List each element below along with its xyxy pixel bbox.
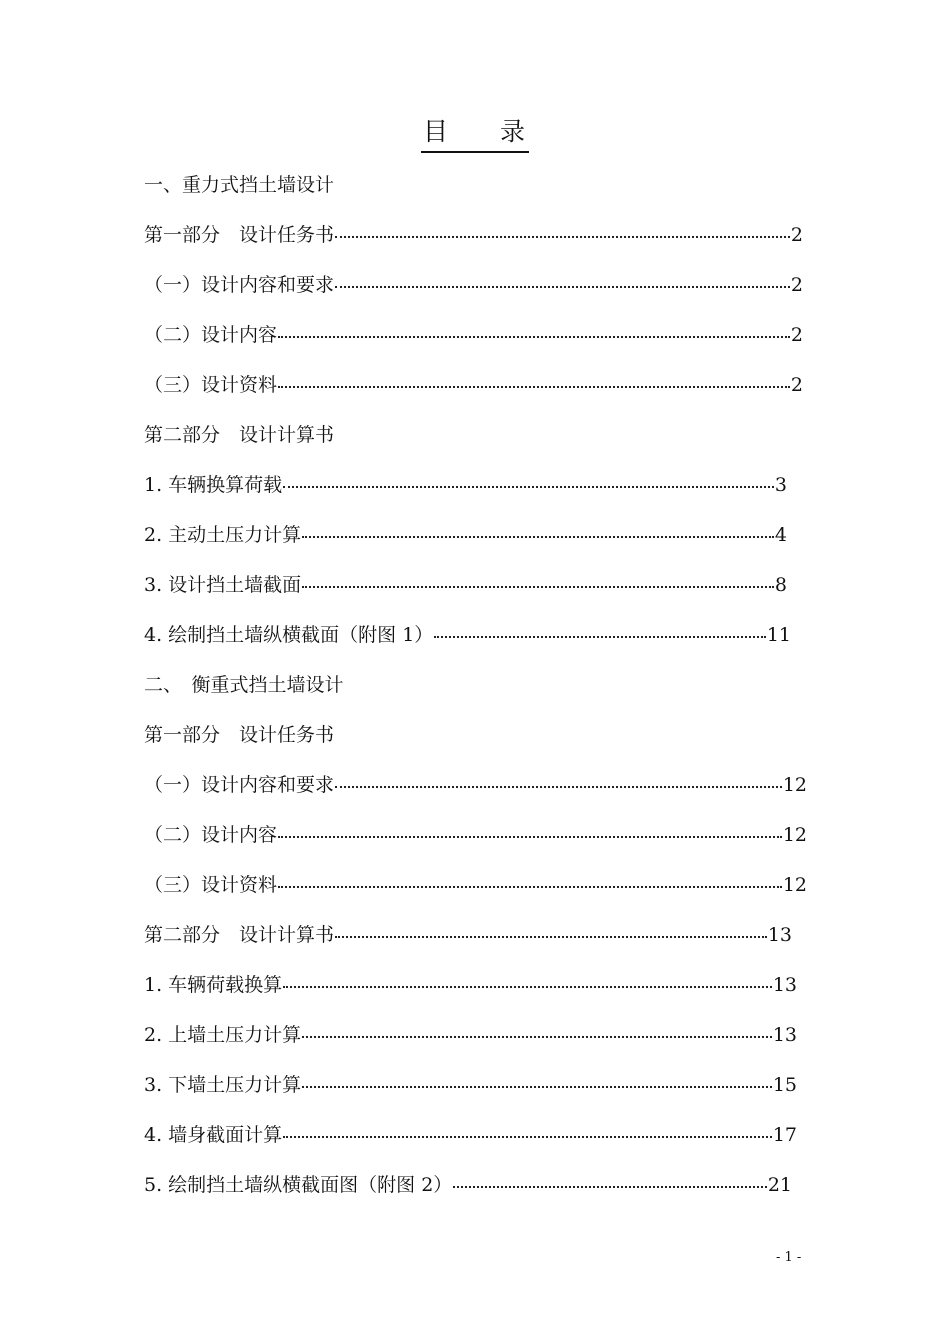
toc-title-underlined <box>421 114 529 153</box>
toc-entry-page: 2 <box>790 274 803 296</box>
toc-entry-label: （三）设计资料 <box>144 374 278 396</box>
toc-entry-page: 12 <box>782 824 807 846</box>
toc-entry-page: 2 <box>790 324 803 346</box>
toc-entry <box>144 1160 792 1210</box>
toc-entry-page: 13 <box>767 924 792 946</box>
toc-entry <box>144 210 803 260</box>
toc-entry-label: （二）设计内容 <box>144 824 278 846</box>
toc-entry <box>144 910 792 960</box>
toc-entry-label: 3. 设计挡土墙截面 <box>144 574 302 596</box>
toc-dot-leader <box>283 460 774 510</box>
toc-entry-page: 13 <box>772 1024 797 1046</box>
toc-dot-leader <box>278 860 782 910</box>
toc-entry <box>144 160 334 210</box>
toc-entry-label: 二、 衡重式挡土墙设计 <box>144 674 344 696</box>
toc-dot-leader <box>335 760 782 810</box>
toc-entry <box>144 960 797 1010</box>
toc-dot-leader <box>302 560 774 610</box>
toc-dot-leader <box>283 960 772 1010</box>
toc-title-part2: 录 <box>500 117 528 146</box>
toc-entry-label: 1. 车辆换算荷载 <box>144 474 283 496</box>
toc-entry-page: 17 <box>772 1124 797 1146</box>
toc-entry-label: （三）设计资料 <box>144 874 278 896</box>
toc-entry <box>144 810 807 860</box>
toc-entry <box>144 460 787 510</box>
toc-entry-page: 21 <box>767 1174 792 1196</box>
toc-entry-label: 一、重力式挡土墙设计 <box>144 174 335 196</box>
toc-entry-page: 12 <box>782 874 807 896</box>
toc-dot-leader <box>278 360 790 410</box>
toc-entry <box>144 560 787 610</box>
toc-dot-leader <box>278 810 782 860</box>
toc-entry <box>144 660 344 710</box>
toc-entry <box>144 710 334 760</box>
toc-dot-leader <box>302 1010 772 1060</box>
toc-entry <box>144 410 334 460</box>
toc-entry-page: 3 <box>774 474 787 496</box>
toc-entry-label: （二）设计内容 <box>144 324 278 346</box>
toc-dot-leader <box>302 1060 772 1110</box>
toc-entry-label: 3. 下墙土压力计算 <box>144 1074 302 1096</box>
toc-entry-label: 1. 车辆荷载换算 <box>144 974 283 996</box>
toc-dot-leader <box>335 260 790 310</box>
toc-entry <box>144 510 787 560</box>
toc-title-part1: 目 <box>422 117 450 146</box>
toc-entry-page: 11 <box>766 624 791 646</box>
toc-entry-page: 15 <box>772 1074 797 1096</box>
toc-entry-label: （一）设计内容和要求 <box>144 774 335 796</box>
toc-entry-label: 第一部分 设计任务书 <box>144 724 335 746</box>
toc-entry-page: 13 <box>772 974 797 996</box>
toc-entry-page: 8 <box>774 574 787 596</box>
toc-dot-leader <box>335 910 767 960</box>
toc-entry <box>144 610 791 660</box>
toc-entry-label: 4. 墙身截面计算 <box>144 1124 283 1146</box>
toc-dot-leader <box>278 310 790 360</box>
toc-entry-label: 2. 主动土压力计算 <box>144 524 302 546</box>
toc-dot-leader <box>283 1110 772 1160</box>
toc-entry-label: （一）设计内容和要求 <box>144 274 335 296</box>
toc-dot-leader <box>302 510 774 560</box>
toc-entry-page: 2 <box>790 224 803 246</box>
toc-entry <box>144 360 803 410</box>
toc-entry-page: 4 <box>774 524 787 546</box>
toc-title <box>0 114 950 153</box>
toc-entry-label: 4. 绘制挡土墙纵横截面（附图 1） <box>144 624 434 646</box>
toc-entry-label: 5. 绘制挡土墙纵横截面图（附图 2） <box>144 1174 453 1196</box>
toc-entry <box>144 310 803 360</box>
toc-entry-label: 2. 上墙土压力计算 <box>144 1024 302 1046</box>
toc-entry <box>144 1010 797 1060</box>
toc-entry-page: 2 <box>790 374 803 396</box>
toc-entry-label: 第二部分 设计计算书 <box>144 424 335 446</box>
toc-entry-page: 12 <box>782 774 807 796</box>
toc-entry <box>144 860 807 910</box>
toc-entry <box>144 260 803 310</box>
toc-entry <box>144 760 807 810</box>
page-number: - 1 - <box>776 1250 802 1265</box>
toc-entry-label: 第二部分 设计计算书 <box>144 924 335 946</box>
toc-entry <box>144 1060 797 1110</box>
toc-entry-label: 第一部分 设计任务书 <box>144 224 335 246</box>
toc-dot-leader <box>434 610 766 660</box>
toc-dot-leader <box>453 1160 767 1210</box>
toc-dot-leader <box>335 210 790 260</box>
toc-entry <box>144 1110 797 1160</box>
